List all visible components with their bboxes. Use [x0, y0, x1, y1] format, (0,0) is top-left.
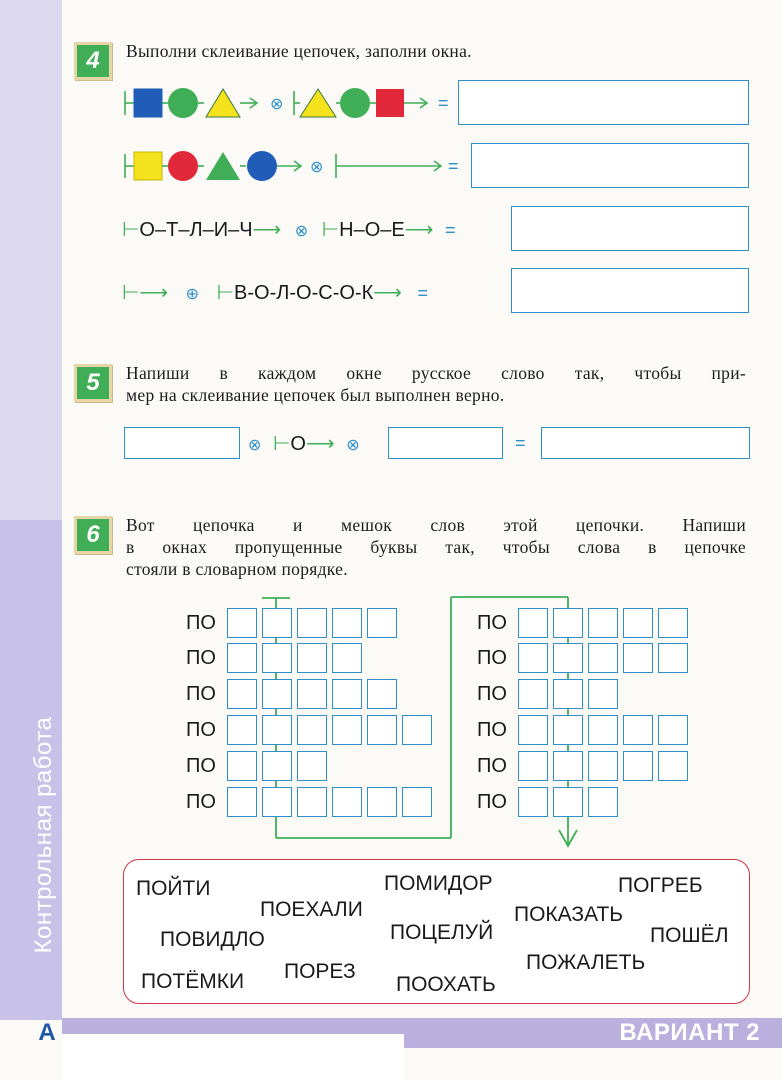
svg-text:=: =: [438, 93, 449, 113]
bag-word: ПОГРЕБ: [618, 874, 703, 897]
right-letter-box[interactable]: [658, 751, 688, 781]
left-letter-box[interactable]: [332, 679, 362, 709]
left-letter-box[interactable]: [227, 608, 257, 638]
right-letter-box[interactable]: [518, 643, 548, 673]
bag-word: ПОМИДОР: [384, 872, 493, 895]
right-letter-box[interactable]: [518, 679, 548, 709]
left-prefix-po: ПО: [186, 755, 216, 777]
bag-word: ПОЦЕЛУЙ: [390, 921, 494, 944]
right-letter-box[interactable]: [658, 715, 688, 745]
word-bag: [123, 859, 750, 1004]
left-letter-box[interactable]: [227, 679, 257, 709]
left-letter-box[interactable]: [367, 679, 397, 709]
left-letter-box[interactable]: [332, 608, 362, 638]
right-letter-box[interactable]: [553, 787, 583, 817]
task-4-row-4: ⊢⟶ ⊕ ⊢В-О-Л-О-С-О-К⟶ =: [122, 282, 428, 304]
chain-otlich: О–Т–Л–И–Ч: [139, 219, 253, 241]
left-letter-box[interactable]: [227, 643, 257, 673]
right-letter-box[interactable]: [518, 787, 548, 817]
right-letter-box[interactable]: [588, 679, 618, 709]
task-4-badge: 4: [74, 42, 112, 80]
concat-operator-icon: ⊗: [294, 221, 309, 240]
page-letter: А: [38, 1019, 56, 1046]
concat-operator-icon: ⊗: [270, 94, 284, 113]
right-letter-box[interactable]: [553, 751, 583, 781]
right-prefix-po: ПО: [477, 683, 507, 705]
right-letter-box[interactable]: [553, 608, 583, 638]
svg-text:=: =: [448, 156, 459, 176]
left-letter-box[interactable]: [262, 715, 292, 745]
task-5-badge: 5: [74, 364, 112, 402]
left-letter-box[interactable]: [262, 751, 292, 781]
left-letter-box[interactable]: [332, 787, 362, 817]
right-letter-box[interactable]: [553, 715, 583, 745]
left-letter-box[interactable]: [297, 643, 327, 673]
task-4-row-3: ⊢О–Т–Л–И–Ч⟶ ⊗ ⊢Н–О–Е⟶ =: [122, 219, 456, 241]
task-5-eq: =: [515, 433, 526, 453]
right-letter-box[interactable]: [623, 643, 653, 673]
task-6-badge: 6: [74, 516, 112, 554]
right-letter-box[interactable]: [658, 643, 688, 673]
task-6-line-2: в окнах пропущенные буквы так, чтобы слова в цепочке: [126, 537, 746, 557]
left-letter-box[interactable]: [262, 679, 292, 709]
left-letter-box[interactable]: [332, 643, 362, 673]
left-letter-box[interactable]: [367, 715, 397, 745]
right-letter-box[interactable]: [588, 715, 618, 745]
right-letter-box[interactable]: [623, 751, 653, 781]
bag-word: ПОШЁЛ: [650, 924, 729, 947]
left-letter-box[interactable]: [297, 679, 327, 709]
left-prefix-po: ПО: [186, 791, 216, 813]
union-operator-icon: ⊕: [185, 284, 200, 303]
bag-word: ПОЙТИ: [136, 877, 211, 900]
right-letter-box[interactable]: [658, 608, 688, 638]
bag-word: ПОКАЗАТЬ: [514, 903, 624, 926]
right-letter-box[interactable]: [588, 787, 618, 817]
left-prefix-po: ПО: [186, 719, 216, 741]
right-prefix-po: ПО: [477, 719, 507, 741]
right-letter-box[interactable]: [518, 715, 548, 745]
right-letter-box[interactable]: [623, 608, 653, 638]
left-prefix-po: ПО: [186, 612, 216, 634]
left-prefix-po: ПО: [186, 647, 216, 669]
left-letter-box[interactable]: [367, 608, 397, 638]
chain-volosok: В-О-Л-О-С-О-К: [234, 282, 374, 304]
left-letter-box[interactable]: [227, 715, 257, 745]
left-letter-box[interactable]: [367, 787, 397, 817]
task-6-line-1: Вот цепочка и мешок слов этой цепочки. Напиши: [126, 515, 746, 535]
left-letter-box[interactable]: [262, 787, 292, 817]
right-letter-box[interactable]: [588, 751, 618, 781]
bag-word: ПОТЁМКИ: [141, 970, 245, 993]
right-letter-box[interactable]: [588, 643, 618, 673]
left-letter-box[interactable]: [332, 715, 362, 745]
right-letter-box[interactable]: [553, 679, 583, 709]
bag-word: ПОЕХАЛИ: [260, 898, 363, 921]
bag-word: ПОЖАЛЕТЬ: [526, 951, 646, 974]
task-4-instruction: Выполни склеивание цепочек, заполни окна.: [126, 41, 472, 61]
footer-white-strip: [62, 1034, 404, 1080]
task-6-line-3: стояли в словарном порядке.: [126, 559, 348, 579]
right-prefix-po: ПО: [477, 647, 507, 669]
left-prefix-po: ПО: [186, 683, 216, 705]
left-letter-box[interactable]: [297, 751, 327, 781]
right-letter-box[interactable]: [623, 715, 653, 745]
left-letter-box[interactable]: [402, 787, 432, 817]
right-letter-box[interactable]: [588, 608, 618, 638]
task-5-middle: ⊗ ⊢О⟶ ⊗: [248, 433, 360, 455]
side-label: Контрольная работа: [30, 716, 57, 954]
right-prefix-po: ПО: [477, 612, 507, 634]
left-letter-box[interactable]: [297, 608, 327, 638]
right-letter-box[interactable]: [518, 751, 548, 781]
left-letter-box[interactable]: [297, 787, 327, 817]
bag-word: ПООХАТЬ: [396, 973, 496, 996]
right-prefix-po: ПО: [477, 791, 507, 813]
right-letter-box[interactable]: [518, 608, 548, 638]
bag-word: ПОВИДЛО: [160, 928, 265, 951]
variant-label: ВАРИАНТ 2: [619, 1019, 760, 1046]
left-letter-box[interactable]: [297, 715, 327, 745]
left-letter-box[interactable]: [227, 751, 257, 781]
concat-operator-icon: ⊗: [310, 157, 324, 176]
left-letter-box[interactable]: [262, 643, 292, 673]
left-letter-box[interactable]: [227, 787, 257, 817]
left-letter-box[interactable]: [402, 715, 432, 745]
task-5-line-1: Напиши в каждом окне русское слово так, чтобы при-: [126, 363, 746, 383]
right-letter-box[interactable]: [553, 643, 583, 673]
chain-noe: Н–О–Е: [339, 219, 405, 241]
left-letter-box[interactable]: [262, 608, 292, 638]
right-prefix-po: ПО: [477, 755, 507, 777]
task-5-line-2: мер на склеивание цепочек был выполнен верно.: [126, 385, 505, 405]
bag-word: ПОРЕЗ: [284, 960, 356, 983]
